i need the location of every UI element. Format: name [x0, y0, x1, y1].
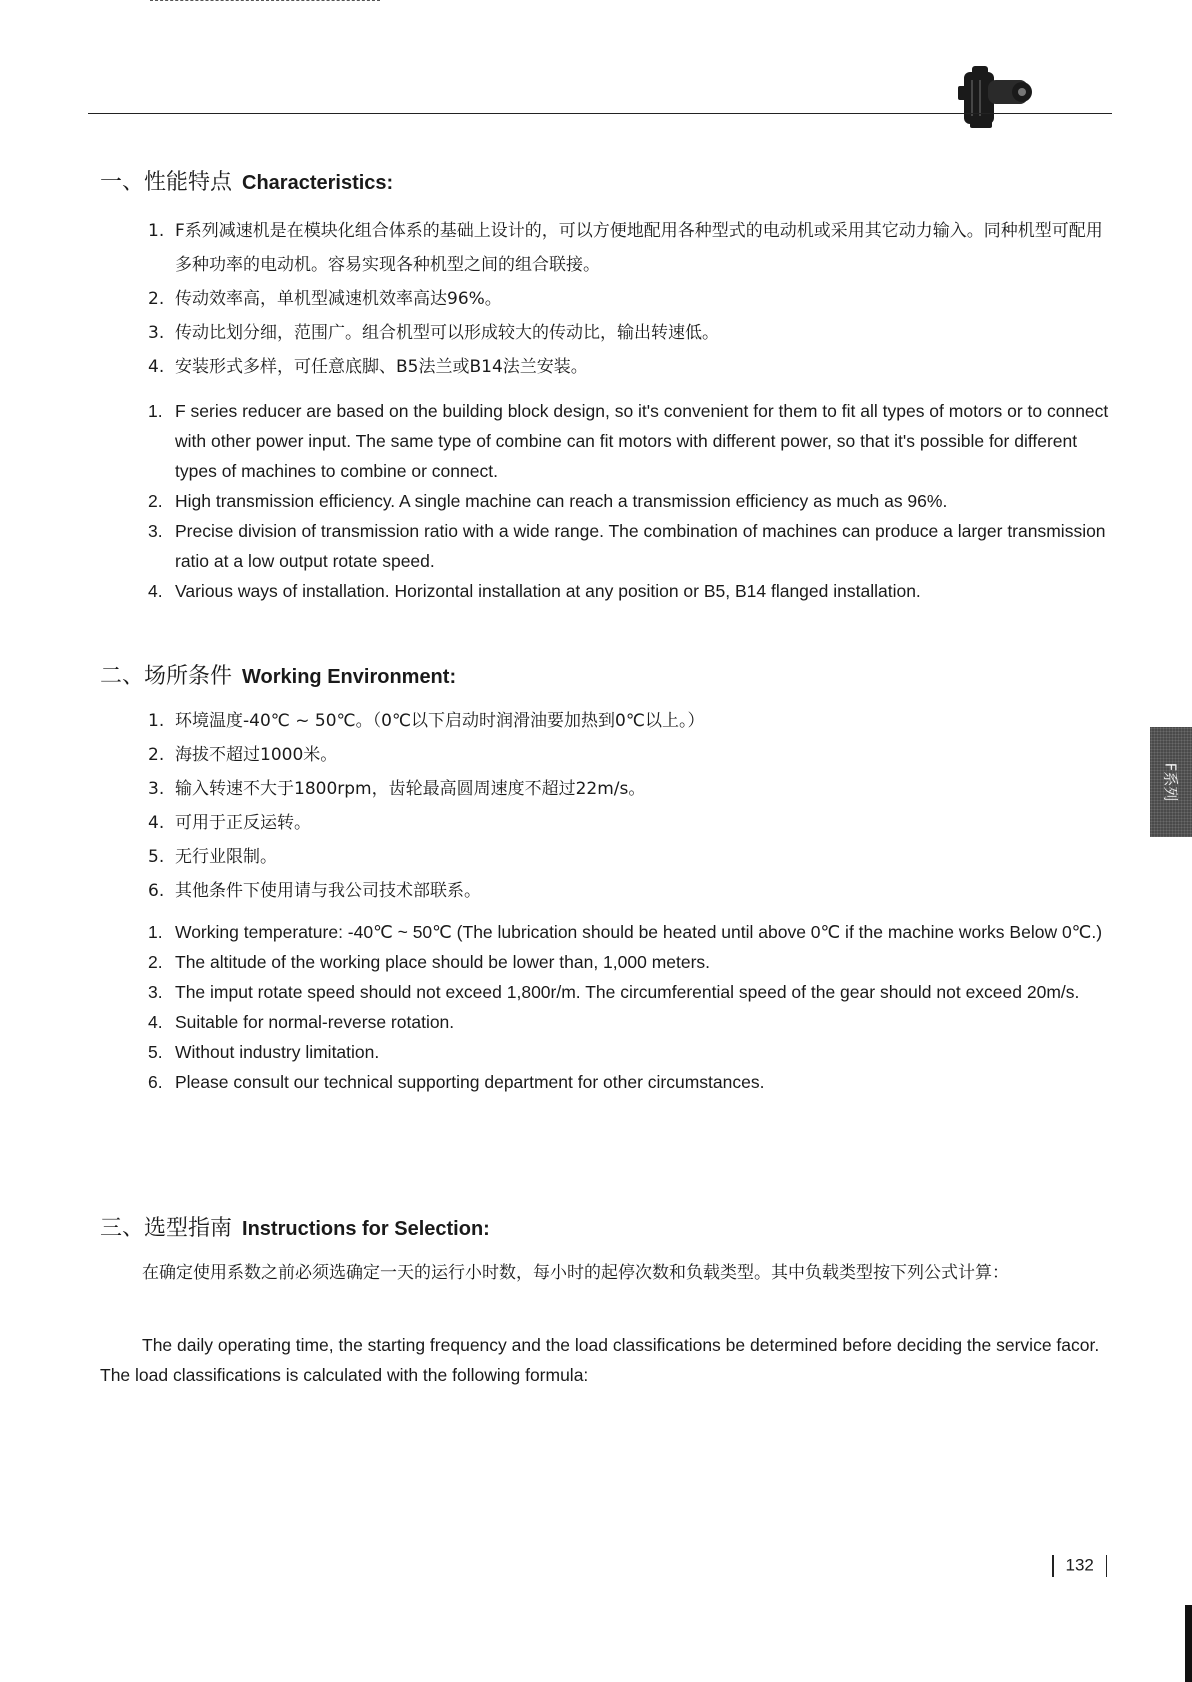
section-heading-working-environment — [100, 659, 456, 690]
scan-artifact — [150, 0, 380, 1]
heading-cn: 一、性能特点 — [100, 170, 233, 195]
heading-en: Characteristics: — [242, 172, 394, 194]
list-item: 3. Precise division of transmission ratio with a wide range. The combination of machines can produce a larger transmission ratio at a low output rotate speed. — [148, 521, 1106, 571]
list-item: 6. Please consult our technical supporting department for other circumstances. — [148, 1072, 765, 1092]
page-number-divider — [1106, 1555, 1108, 1577]
characteristics-list-en — [148, 396, 1113, 606]
heading-cn: 三、选型指南 — [100, 1216, 233, 1241]
gear-reducer-icon — [958, 62, 1038, 132]
section-heading-selection — [100, 1211, 490, 1242]
side-tab — [1150, 727, 1192, 837]
list-item: 1. Working temperature: -40℃ ~ 50℃ (The lubrication should be heated until above 0℃ if the machine works Below 0℃.) — [148, 922, 1103, 942]
list-item: 2. 海拔不超过1000米。 — [148, 745, 338, 765]
heading-cn: 二、场所条件 — [100, 664, 233, 689]
heading-en: Working Environment: — [242, 666, 457, 688]
list-item: 4. 可用于正反运转。 — [148, 813, 311, 833]
list-item: 5. Without industry limitation. — [148, 1042, 380, 1062]
working-environment-list-en — [148, 917, 1113, 1097]
list-item: 3. 传动比划分细，范围广。组合机型可以形成较大的传动比，输出转速低。 — [148, 323, 719, 343]
page-edge-mark — [1185, 1605, 1192, 1682]
selection-paragraph-cn: 在确定使用系数之前必须选确定一天的运行小时数，每小时的起停次数和负载类型。其中负载类型按下列公式计算： — [142, 1263, 1009, 1283]
working-environment-list-cn — [148, 704, 1113, 908]
heading-en: Instructions for Selection: — [242, 1218, 490, 1240]
list-item: 5. 无行业限制。 — [148, 847, 277, 867]
list-item: 1. 环境温度-40℃ ~ 50℃。（0℃以下启动时润滑油要加热到0℃以上。） — [148, 711, 705, 731]
list-item: 4. 安装形式多样，可任意底脚、B5法兰或B14法兰安装。 — [148, 357, 588, 377]
list-item: 4. Suitable for normal-reverse rotation. — [148, 1012, 455, 1032]
list-item: 4. Various ways of installation. Horizontal installation at any position or B5, B14 flanged installation. — [148, 581, 921, 601]
characteristics-list-cn — [148, 214, 1113, 384]
list-item: 1. F系列减速机是在模块化组合体系的基础上设计的，可以方便地配用各种型式的电动机或采用其它动力输入。同种机型可配用多种功率的电动机。容易实现各种机型之间的组合联接。 — [148, 221, 1103, 275]
header-rule — [88, 113, 1112, 114]
list-item: 1. F series reducer are based on the building block design, so it's convenient for them to fit all types of motors or to connect with other power input. The same type of combine can fit motors with different power, so that it's possible for different types of machines to combine or connect. — [148, 401, 1109, 481]
list-item: 3. 输入转速不大于1800rpm，齿轮最高圆周速度不超过22m/s。 — [148, 779, 646, 799]
section-heading-characteristics — [100, 165, 393, 196]
page-number — [1040, 1555, 1119, 1577]
list-item: 6. 其他条件下使用请与我公司技术部联系。 — [148, 881, 481, 901]
page-number-value: 132 — [1065, 1555, 1094, 1575]
list-item: 2. The altitude of the working place should be lower than, 1,000 meters. — [148, 952, 711, 972]
selection-paragraph-en: The daily operating time, the starting frequency and the load classifications be determined before deciding the service facor. The load classifications is calculated with the following formula: — [100, 1335, 1100, 1385]
list-item: 2. High transmission efficiency. A single machine can reach a transmission efficiency as much as 96%. — [148, 491, 948, 511]
side-tab-label: F系列 — [1161, 762, 1180, 802]
list-item: 3. The imput rotate speed should not exceed 1,800r/m. The circumferential speed of the gear should not exceed 20m/s. — [148, 982, 1080, 1002]
page-number-divider — [1052, 1555, 1054, 1577]
list-item: 2. 传动效率高，单机型减速机效率高达96%。 — [148, 289, 502, 309]
